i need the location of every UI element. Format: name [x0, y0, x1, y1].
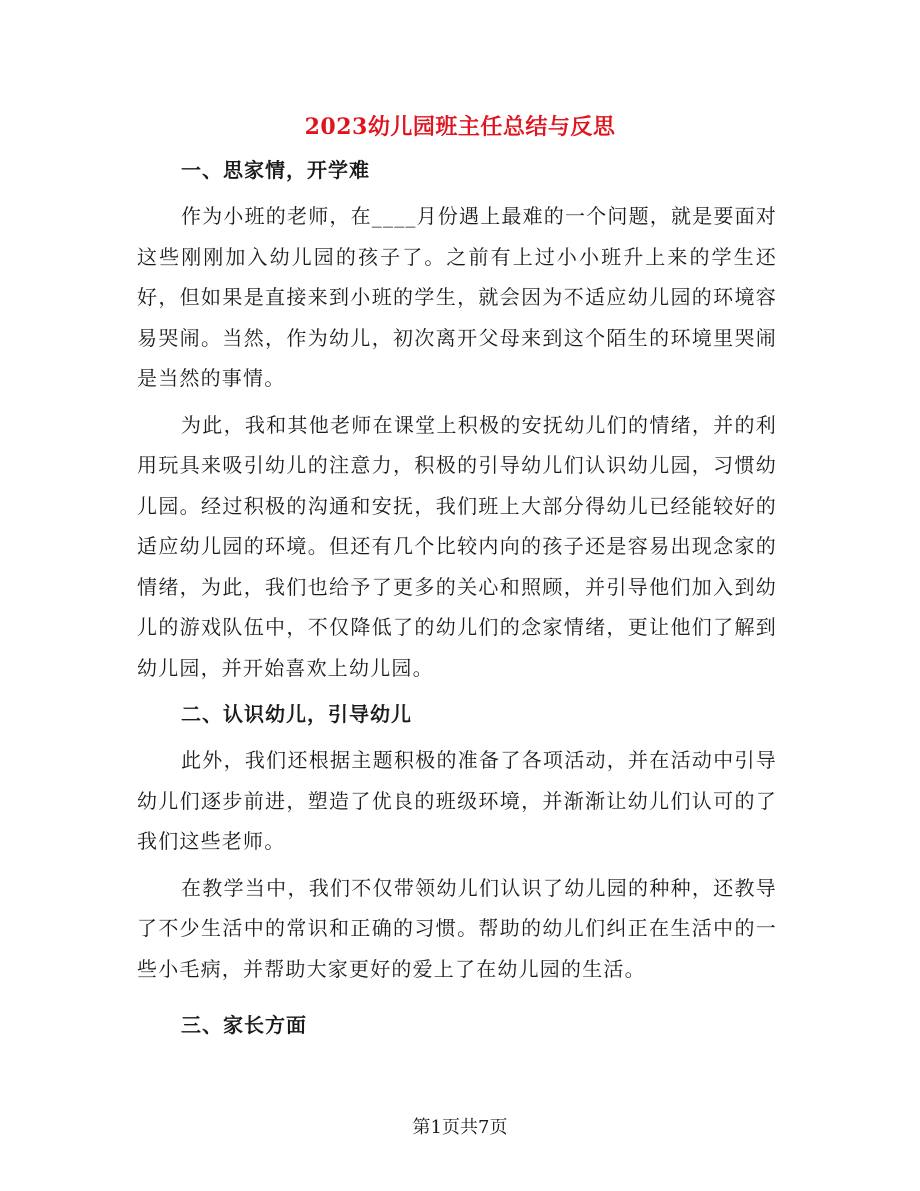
- section-heading: 二、认识幼儿，引导幼儿: [181, 702, 412, 726]
- section-heading: 一、思家情，开学难: [181, 158, 370, 182]
- paragraph: 作为小班的老师，在____月份遇上最难的一个问题，就是要面对这些刚刚加入幼儿园的孩子了。之前有上过小小班升上来的学生还好，但如果是直接来到小班的学生，就会因为不适应幼儿园的环境容易哭闹。当然，作为幼儿，初次离开父母来到这个陌生的环境里哭闹是当然的事情。: [137, 204, 777, 390]
- paragraph: 此外，我们还根据主题积极的准备了各项活动，并在活动中引导幼儿们逐步前进，塑造了优良的班级环境，并渐渐让幼儿们认可的了我们这些老师。: [137, 748, 777, 853]
- document-body: [137, 150, 777, 1051]
- paragraph: 在教学当中，我们不仅带领幼儿们认识了幼儿园的种种，还教导了不少生活中的常识和正确的习惯。帮助的幼儿们纠正在生活中的一些小毛病，并帮助大家更好的爱上了在幼儿园的生活。: [137, 875, 777, 981]
- section-heading: 三、家长方面: [181, 1013, 307, 1037]
- page-footer: 第1页共7页: [412, 1117, 508, 1138]
- document-title: 2023幼儿园班主任总结与反思: [304, 114, 616, 140]
- paragraph: 为此，我和其他老师在课堂上积极的安抚幼儿们的情绪，并的利用玩具来吸引幼儿的注意力，积极的引导幼儿们认识幼儿园，习惯幼儿园。经过积极的沟通和安抚，我们班上大部分得幼儿已经能较好的适应幼儿园的环境。但还有几个比较内向的孩子还是容易出现念家的情绪，为此，我们也给予了更多的关心和照顾，并引导他们加入到幼儿的游戏队伍中，不仅降低了的幼儿们的念家情绪，更让他们了解到幼儿园，并开始喜欢上幼儿园。: [137, 412, 777, 680]
